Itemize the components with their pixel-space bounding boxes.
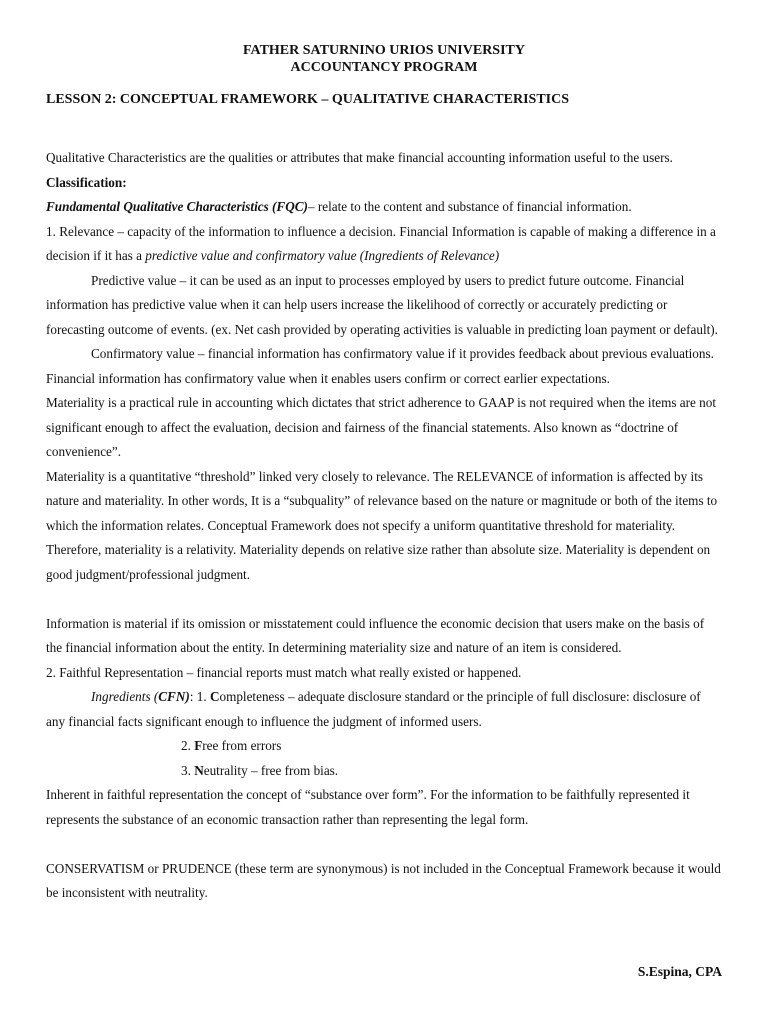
ingredients-label: Ingredients (	[91, 689, 159, 704]
free-letter: F	[194, 738, 203, 753]
ingredients-paragraph	[46, 685, 722, 734]
fqc-label: Fundamental Qualitative Characteristics (FQC)	[46, 199, 308, 214]
conservatism-paragraph: CONSERVATISM or PRUDENCE (these term are synonymous) is not included in the Conceptual Framework because it would be inconsistent with neutrality.	[46, 860, 721, 900]
materiality-paragraph-2: Materiality is a quantitative “threshold” linked very closely to relevance. The RELEVANCE of information is affected by its nature and materiality. In other words, It is a “subquality” of relevance based on the nature or magnitude or both of the items to which the information relates. Conceptual Framework does not specify a uniform quantitative threshold for materiality.	[46, 468, 718, 533]
material-info-paragraph: Information is material if its omission or misstatement could influence the economic decision that users make on the basis of the financial information about the entity. In determining materiality size and nature of an item is considered.	[46, 615, 705, 655]
fqc-paragraph	[46, 195, 722, 220]
neutrality-text: eutrality – free from bias.	[203, 762, 339, 778]
signature: S.Espina, CPA	[637, 964, 722, 979]
confirmatory-value-paragraph: Confirmatory value – financial information has confirmatory value if it provides feedback about previous evaluations. Financial information has confirmatory value when it enables users confirm or correct earlier expectations.	[46, 346, 714, 386]
substance-over-form-paragraph: Inherent in faithful representation the concept of “substance over form”. For the information to be faithfully represented it represents the substance of an economic transaction rather than representing the legal form.	[46, 787, 690, 827]
neutrality-letter: N	[194, 762, 204, 778]
completeness-letter: C	[209, 689, 220, 704]
document-body	[46, 146, 722, 906]
university-name: FATHER SATURNINO URIOS UNIVERSITY	[243, 43, 525, 58]
materiality-paragraph-1: Materiality is a practical rule in accounting which dictates that strict adherence to GAAP is not required when the items are not significant enough to affect the evaluation, decision and fairness of the financial statements. Also known as “doctrine of convenience”.	[46, 395, 717, 459]
item-number: 3.	[181, 762, 195, 778]
neutrality-item	[46, 759, 722, 784]
ingredients-cfn: CFN)	[158, 689, 190, 704]
intro-paragraph: Qualitative Characteristics are the qualities or attributes that make financial accounting information useful to the users.	[46, 150, 673, 165]
completeness-text: ompleteness – adequate disclosure standard or the principle of full disclosure: disclosure of any financial facts significant enough to influence the judgment of informed users.	[46, 689, 701, 729]
free-text: ree from errors	[202, 738, 282, 753]
spacer	[46, 832, 722, 857]
relevance-ingredients: predictive value and confirmatory value (Ingredients of Relevance)	[145, 248, 500, 263]
program-name: ACCOUNTANCY PROGRAM	[290, 60, 478, 75]
classification-heading: Classification:	[46, 174, 127, 190]
spacer	[46, 587, 722, 612]
predictive-value-paragraph: Predictive value – it can be used as an input to processes employed by users to predict future outcome. Financial information has predictive value when it can help users increase the likelihood of correctly or accurately predicting or forecasting outcome of events. (ex. Net cash provided by operating activities is valuable in predicting loan payment or default).	[46, 272, 718, 337]
lesson-title: LESSON 2: CONCEPTUAL FRAMEWORK – QUALITATIVE CHARACTERISTICS	[46, 92, 570, 107]
relevance-text: 1. Relevance – capacity of the information to influence a decision. Financial Information is capable of making a difference in a decision if it has a	[46, 223, 716, 263]
ingredients-colon: : 1.	[189, 689, 210, 704]
faithful-representation-paragraph: 2. Faithful Representation – financial reports must match what really existed or happened.	[46, 664, 522, 680]
materiality-paragraph-3: Therefore, materiality is a relativity. Materiality depends on relative size rather than absolute size. Materiality is dependent on good judgment/professional judgment.	[46, 542, 711, 582]
item-number: 2.	[181, 738, 195, 753]
free-from-errors-item	[46, 734, 722, 759]
relevance-paragraph	[46, 220, 722, 269]
fqc-text: – relate to the content and substance of financial information.	[307, 199, 632, 214]
